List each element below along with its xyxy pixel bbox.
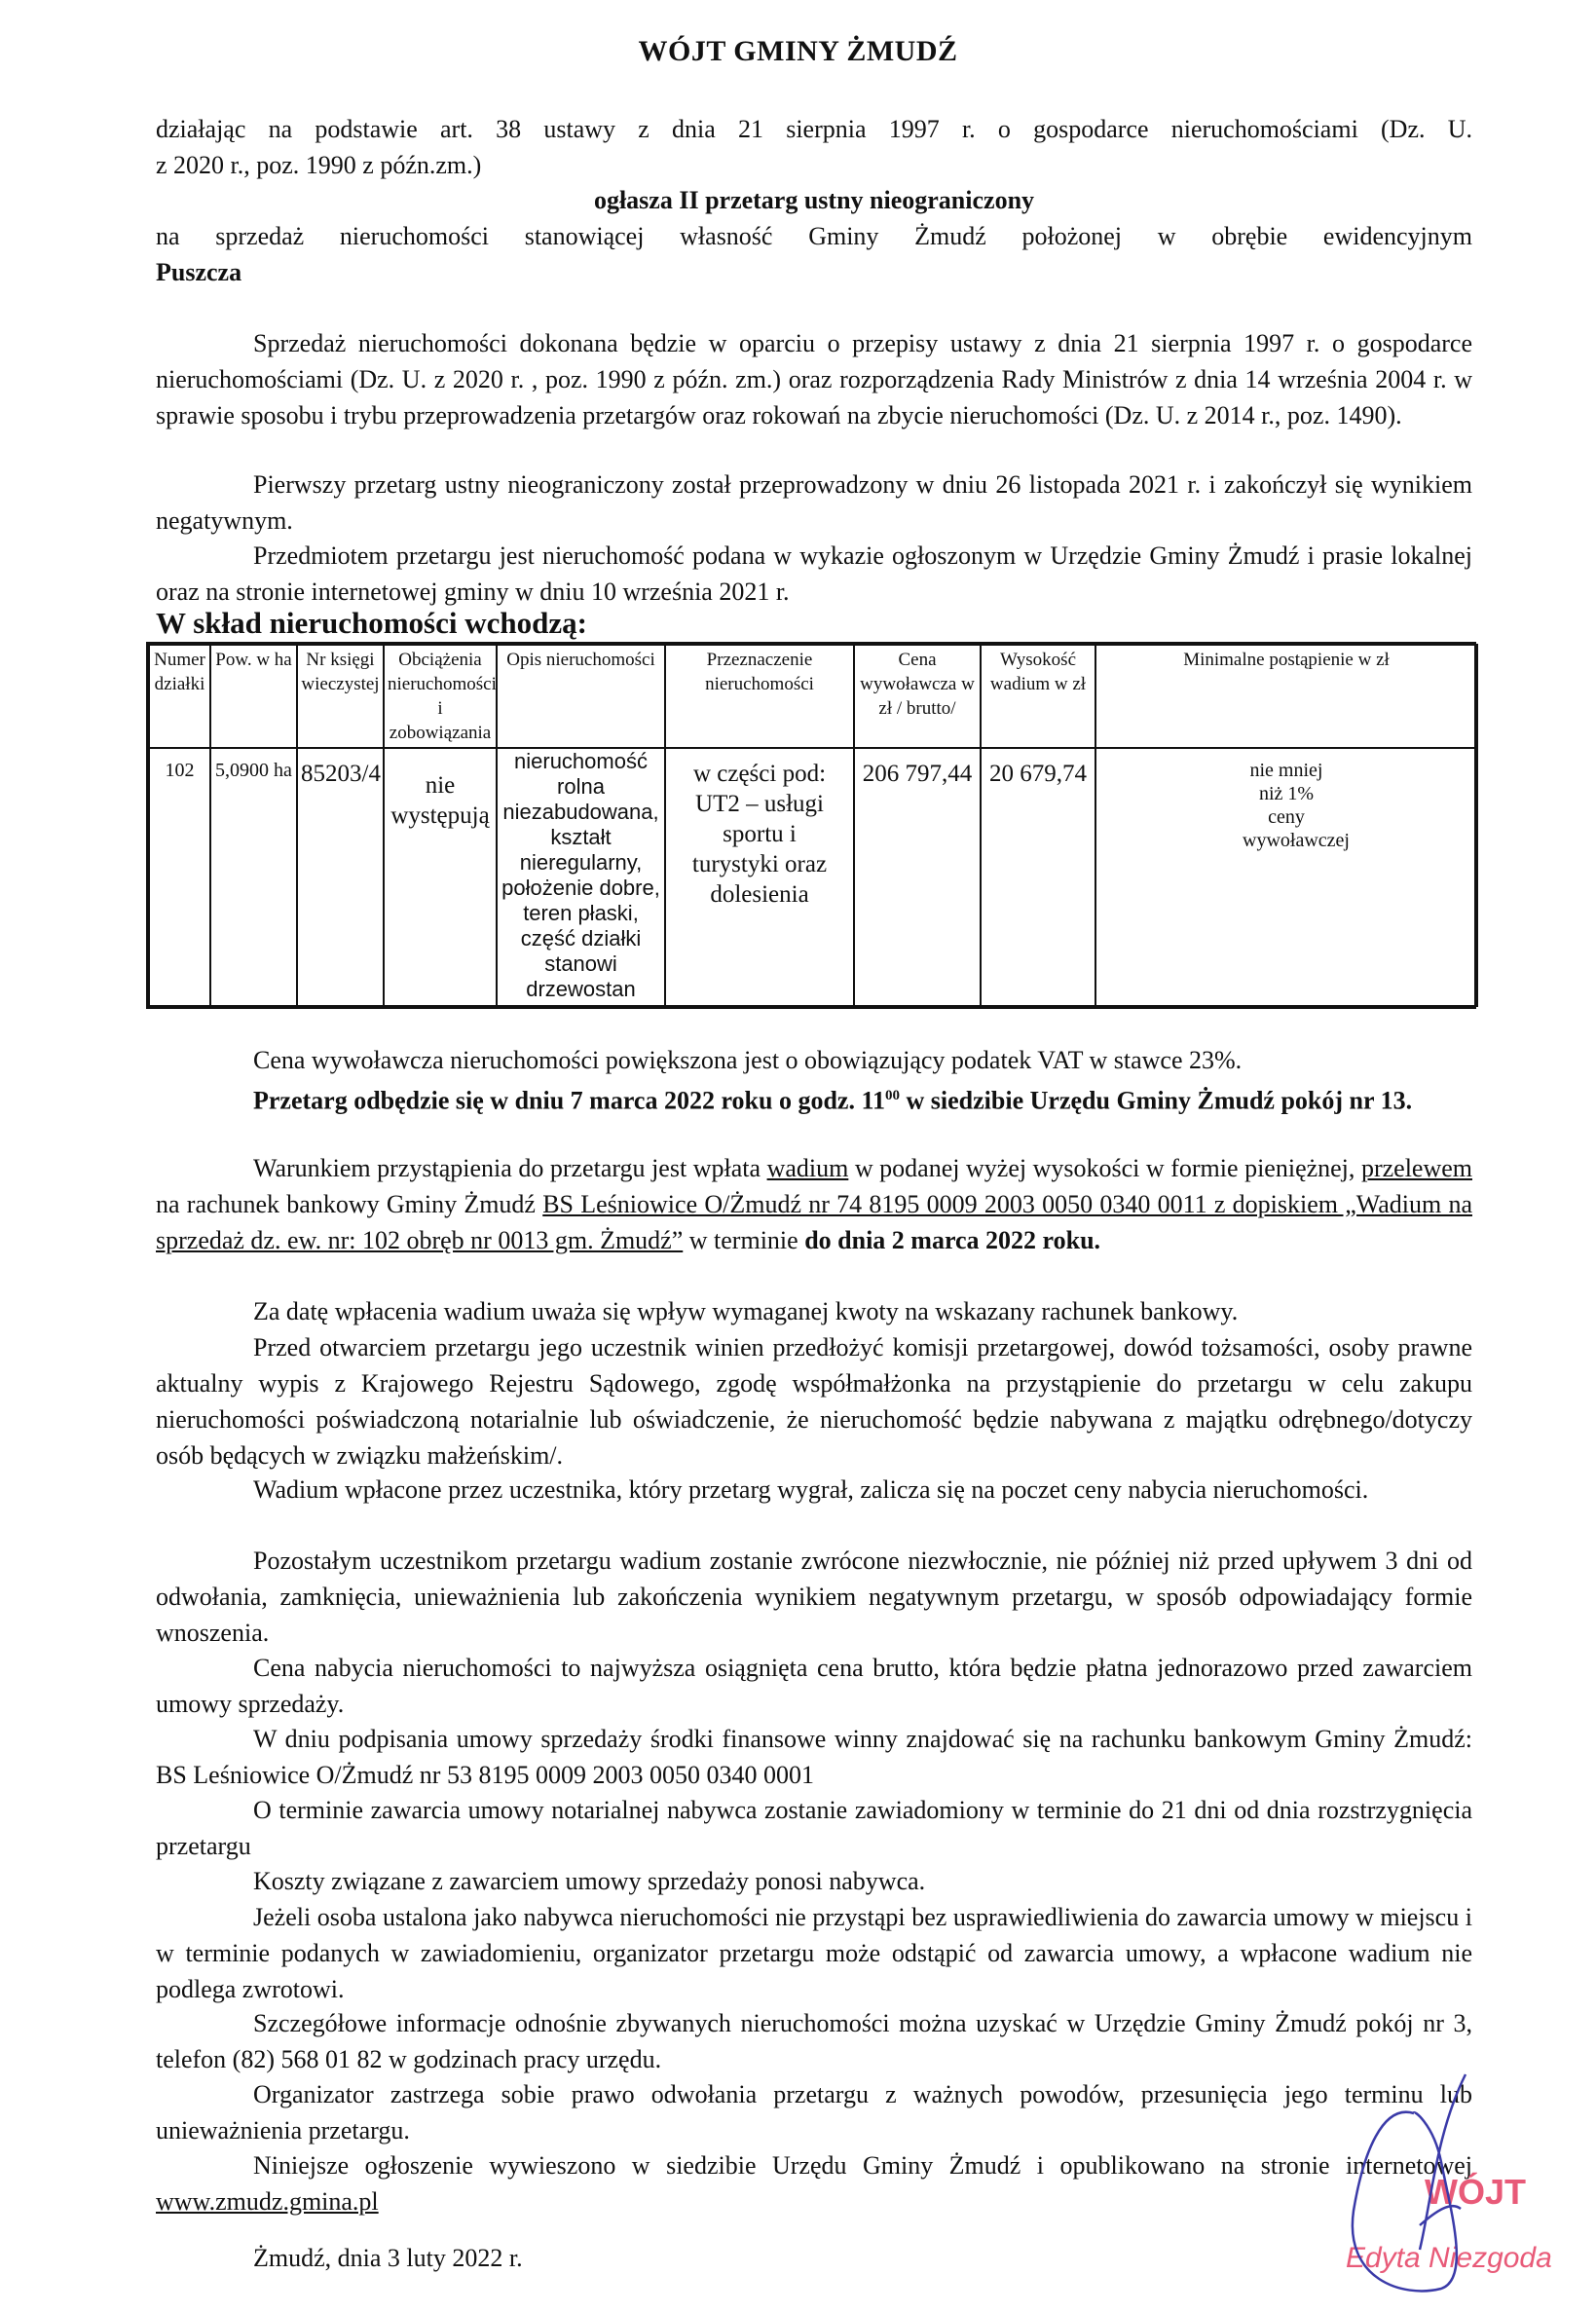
deposit-text: w podanej wyżej wysokości w formie pieniężnej, [848, 1154, 1361, 1182]
place-and-date: Żmudź, dnia 3 luty 2022 r. [253, 2244, 523, 2272]
paragraph-reserve: Organizator zastrzega sobie prawo odwołania przetargu z ważnych powodów, przesunięcia jego terminu lub unieważnienia przetargu. [156, 2080, 1472, 2144]
bank-account-deposit: BS Leśniowice O/Żmudź nr 74 8195 0009 2003 0050 0340 0011 z dopiskiem „Wadium na sprzedaż dz. ew. nr: 102 obręb nr 0013 gm. Żmudź” [156, 1190, 1472, 1254]
cell-encumbrances: nie występują [384, 748, 497, 1006]
location-name: Puszcza [156, 258, 242, 286]
website-link[interactable]: www.zmudz.gmina.pl [156, 2187, 379, 2216]
paragraph-info: Szczegółowe informacje odnośnie zbywanych nieruchomości można uzyskać w Urzędzie Gminy Żmudź pokój nr 3, telefon (82) 568 01 82 w godzinach pracy urzędu. [156, 2009, 1472, 2073]
cell-starting-price: 206 797,44 [854, 748, 981, 1006]
tender-date-text: Przetarg odbędzie się w dniu 7 marca 2022 roku o godz. 11 [253, 1086, 886, 1115]
cell-description: nieruchomość rolna niezabudowana, kształt nieregularny, położenie dobre, teren płaski, część działki stanowi drzewostan [497, 748, 665, 1006]
deposit-text: Warunkiem przystąpienia do przetargu jest wpłata [253, 1154, 767, 1182]
col-header-starting-price: Cena wywoławcza w zł / brutto/ [854, 645, 981, 748]
paragraph-payment-date: Za datę wpłacenia wadium uważa się wpływ wymaganej kwoty na wskazany rachunek bankowy. [253, 1297, 1239, 1325]
sale-statement: na sprzedaż nieruchomości stanowiącej własność Gminy Żmudź położonej w obrębie ewidencyjnym [156, 222, 1472, 250]
composition-heading: W skład nieruchomości wchodzą: [156, 606, 587, 640]
paragraph-winner-deposit: Wadium wpłacone przez uczestnika, który przetarg wygrał, zalicza się na poczet ceny nabycia nieruchomości. [253, 1475, 1369, 1504]
col-header-description: Opis nieruchomości [497, 645, 665, 748]
published-text: Niniejsze ogłoszenie wywieszono w siedzibie Urzędu Gminy Żmudź i opublikowano na stronie internetowej [253, 2151, 1472, 2180]
tender-location-text: w siedzibie Urzędu Gminy Żmudź pokój nr 13. [900, 1086, 1413, 1115]
cell-purpose: w części pod: UT2 – usługi sportu i turystyki oraz dolesienia [665, 748, 854, 1006]
paragraph-published [156, 2147, 1472, 2219]
deposit-term: wadium [766, 1154, 849, 1182]
intro-line-1: działając na podstawie art. 38 ustawy z dnia 21 sierpnia 1997 r. o gospodarce nieruchomościami (Dz. U. [156, 115, 1472, 143]
stamp-title: WÓJT [1425, 2172, 1526, 2212]
signature-icon [1344, 2055, 1596, 2312]
paragraph-first-tender: Pierwszy przetarg ustny nieograniczony został przeprowadzony w dniu 26 listopada 2021 r. i zakończył się wynikiem negatywnym. [156, 470, 1472, 535]
col-header-encumbrances: Obciążenia nieruchomości i zobowiązania [384, 645, 497, 748]
paragraph-funds: W dniu podpisania umowy sprzedaży środki finansowe winny znajdować się na rachunku bankowym Gminy Żmudź: BS Leśniowice O/Żmudź nr 53 8195 0009 2003 0050 0340 0001 [156, 1725, 1472, 1789]
col-header-purpose: Przeznaczenie nieruchomości [665, 645, 854, 748]
paragraph-documents: Przed otwarciem przetargu jego uczestnik winien przedłożyć komisji przetargowej, dowód tożsamości, osoby prawne aktualny wypis z Krajowego Rejestru Sądowego, zgodę współmałżonka na przystąpienie do przetargu w celu zakupu nieruchomości poświadczoną notarialnie lub oświadczenie, że nieruchomość będzie nabywana z majątku odrębnego/dotyczy osób będących w związku małżeńskim/. [156, 1333, 1472, 1470]
paragraph-vat: Cena wywoławcza nieruchomości powiększona jest o obowiązujący podatek VAT w stawce 23%. [253, 1046, 1243, 1074]
signature-stroke [1353, 2074, 1466, 2291]
cell-area: 5,0900 ha [210, 748, 297, 1006]
col-header-deposit: Wysokość wadium w zł [981, 645, 1095, 748]
col-header-min-increment: Minimalne postąpienie w zł [1095, 645, 1477, 748]
table-row [149, 748, 1477, 1006]
announcement-heading: ogłasza II przetarg ustny nieograniczony [593, 186, 1035, 214]
col-header-area: Pow. w ha [210, 645, 297, 748]
paragraph-tender-date [156, 1078, 1472, 1119]
tender-time-minutes: 00 [885, 1088, 901, 1103]
cell-land-register: 85203/4 [297, 748, 384, 1006]
deposit-deadline: do dnia 2 marca 2022 roku. [804, 1226, 1101, 1254]
paragraph-legal-basis: Sprzedaż nieruchomości dokonana będzie w oparciu o przepisy ustawy z dnia 21 sierpnia 1997 r. o gospodarce nieruchomościami (Dz. U. z 2020 r. , poz. 1990 z późn. zm.) oraz rozporządzenia Rady Ministrów z dnia 14 września 2004 r. w sprawie sposobu i trybu przeprowadzenia przetargów oraz rokowań na zbycie nieruchomości (Dz. U. z 2014 r., poz. 1490). [156, 329, 1472, 429]
paragraph-costs: Koszty związane z zawarciem umowy sprzedaży ponosi nabywca. [253, 1867, 926, 1895]
document-title: WÓJT GMINY ŻMUDŹ [638, 35, 958, 67]
cell-plot-number: 102 [149, 748, 210, 1006]
paragraph-subject: Przedmiotem przetargu jest nieruchomość podana w wykazie ogłoszonym w Urzędzie Gminy Żmudź i prasie lokalnej oraz na stronie internetowej gminy w dniu 10 września 2021 r. [156, 541, 1472, 606]
cell-min-increment: nie mniej niż 1% ceny wywoławczej [1095, 748, 1477, 1006]
cell-deposit: 20 679,74 [981, 748, 1095, 1006]
deposit-text: w terminie [683, 1226, 805, 1254]
property-table [146, 642, 1476, 1009]
col-header-plot-number: Numer działki [149, 645, 210, 748]
deposit-text: na rachunek bankowy Gminy Żmudź [156, 1190, 543, 1218]
intro-line-2: z 2020 r., poz. 1990 z późn.zm.) [156, 151, 482, 179]
transfer-term: przelewem [1360, 1154, 1472, 1182]
table-header-row [149, 645, 1477, 748]
paragraph-deposit [156, 1150, 1472, 1258]
paragraph-price: Cena nabycia nieruchomości to najwyższa osiągnięta cena brutto, która będzie płatna jednorazowo przed zawarciem umowy sprzedaży. [156, 1654, 1472, 1718]
paragraph-default: Jeżeli osoba ustalona jako nabywca nieruchomości nie przystąpi bez usprawiedliwienia do zawarcia umowy w miejscu i w terminie podanych w zawiadomieniu, organizator przetargu może odstąpić od zawarcia umowy, a wpłacone wadium nie podlega zwrotowi. [156, 1903, 1472, 2003]
stamp-name: Edyta Niezgoda [1346, 2242, 1552, 2274]
paragraph-refund: Pozostałym uczestnikom przetargu wadium zostanie zwrócone niezwłocznie, nie później niż przed upływem 3 dni od odwołania, zamknięcia, unieważnienia lub zakończenia wynikiem negatywnym przetargu, w sposób odpowiadający formie wnoszenia. [156, 1547, 1472, 1647]
col-header-land-register: Nr księgi wieczystej [297, 645, 384, 748]
paragraph-notary: O terminie zawarcia umowy notarialnej nabywca zostanie zawiadomiony w terminie do 21 dni od dnia rozstrzygnięcia przetargu [156, 1796, 1472, 1860]
